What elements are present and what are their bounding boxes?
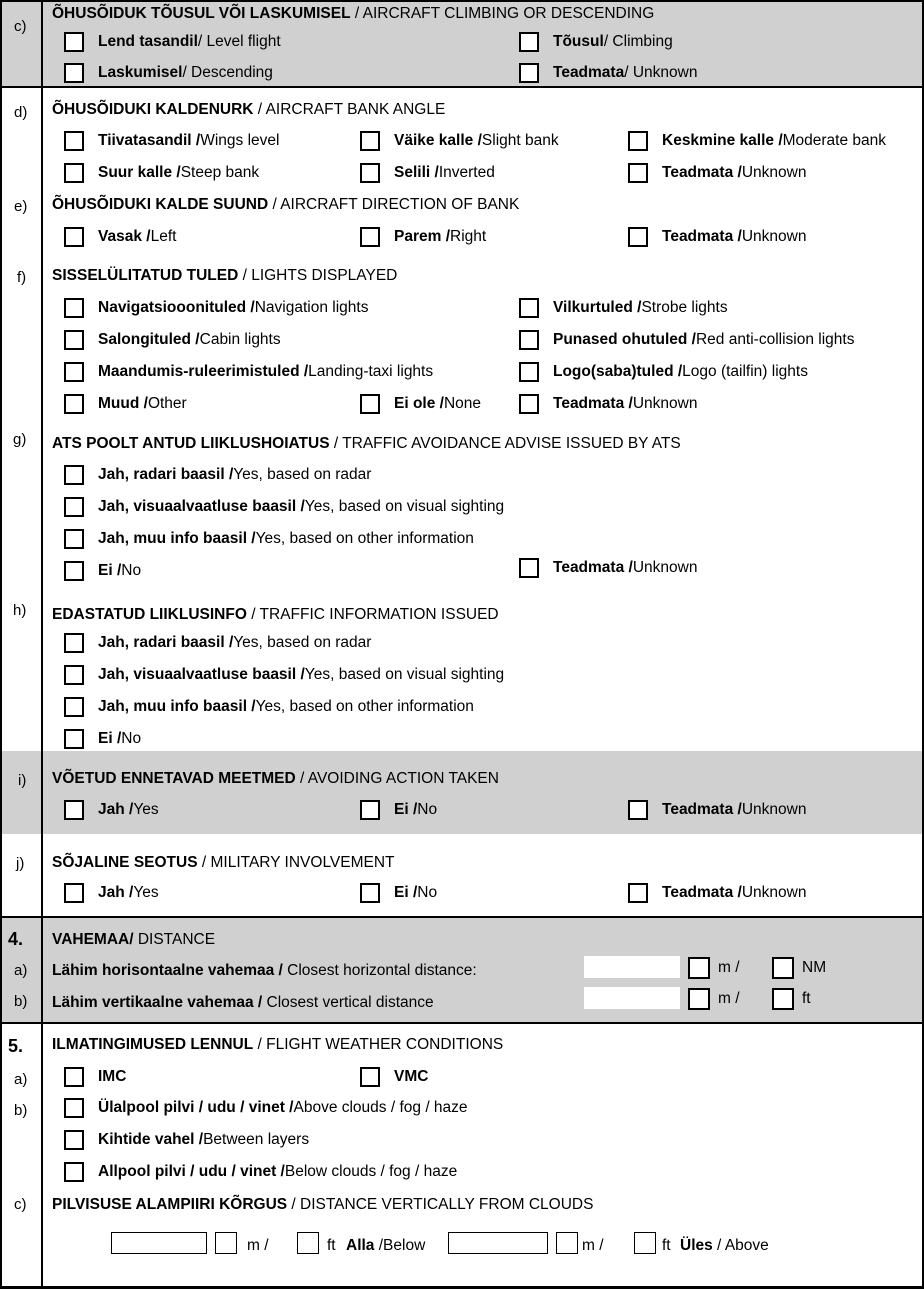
option-imc[interactable]: IMC [64,1065,126,1089]
section-letter: a) [14,1071,28,1088]
option-strobe-lights[interactable]: Vilkurtuled / Strobe lights [519,296,728,320]
option-climbing[interactable]: Tõusul / Climbing [519,30,673,54]
checkbox[interactable] [519,298,539,318]
section-number: 5. [8,1036,24,1056]
checkbox[interactable] [360,131,380,151]
below-distance-input[interactable] [111,1232,207,1254]
option-unknown[interactable]: Teadmata / Unknown [519,556,697,580]
checkbox[interactable] [519,558,539,578]
option-left[interactable]: Vasak / Left [64,225,176,249]
checkbox[interactable] [64,883,84,903]
option-yes-radar[interactable]: Jah, radari baasil / Yes, based on radar [64,463,371,487]
section-letter: h) [13,602,27,619]
option-yes[interactable]: Jah / Yes [64,881,159,905]
divider-line [0,0,924,2]
option-above-clouds[interactable]: Ülalpool pilvi / udu / vinet / Above clouds / fog / haze [64,1096,468,1120]
option-descending[interactable]: Laskumisel / Descending [64,61,273,85]
unit-m-vertical[interactable]: m / [688,987,740,1011]
checkbox[interactable] [64,1098,84,1118]
section-letter: g) [13,431,27,448]
unit-nm-horizontal[interactable]: NM [772,956,826,980]
checkbox[interactable] [772,957,794,979]
section-5-title: ILMATINGIMUSED LENNUL / FLIGHT WEATHER CONDITIONS [52,1036,504,1053]
checkbox[interactable] [519,32,539,52]
section-letter: c) [14,18,27,35]
checkbox[interactable] [64,362,84,382]
checkbox[interactable] [64,529,84,549]
section-c-title: ÕHUSÕIDUK TÕUSUL VÕI LASKUMISEL / AIRCRAFT CLIMBING OR DESCENDING [52,5,655,22]
unit-m-above-checkbox[interactable] [556,1232,578,1254]
checkbox[interactable] [64,1130,84,1150]
option-unknown[interactable]: Teadmata / Unknown [628,798,806,822]
option-unknown[interactable]: Teadmata / Unknown [628,225,806,249]
section-letter: e) [14,198,28,215]
section-5c-title: PILVISUSE ALAMPIIRI KÕRGUS / DISTANCE VERTICALLY FROM CLOUDS [52,1196,594,1213]
unit-m-below-checkbox[interactable] [215,1232,237,1254]
section-e-title: ÕHUSÕIDUKI KALDE SUUND / AIRCRAFT DIRECTION OF BANK [52,196,520,213]
option-navigation-lights[interactable]: Navigatsiooonituled / Navigation lights [64,296,368,320]
divider-line [0,1022,924,1024]
section-letter: i) [18,772,27,789]
option-between-layers[interactable]: Kihtide vahel / Between layers [64,1128,309,1152]
unit-m-label: m / [247,1237,269,1254]
option-right[interactable]: Parem / Right [360,225,486,249]
option-below-clouds[interactable]: Allpool pilvi / udu / vinet / Below clouds / fog / haze [64,1160,457,1184]
section-letter: j) [16,855,25,872]
section-letter: f) [17,269,27,286]
checkbox[interactable] [64,633,84,653]
checkbox[interactable] [64,1162,84,1182]
checkbox[interactable] [360,394,380,414]
checkbox[interactable] [519,394,539,414]
divider-line [0,916,924,918]
option-wings-level[interactable]: Tiivatasandil / Wings level [64,129,279,153]
checkbox[interactable] [64,697,84,717]
checkbox[interactable] [688,957,710,979]
checkbox[interactable] [360,163,380,183]
checkbox[interactable] [64,665,84,685]
checkbox[interactable] [64,63,84,83]
option-inverted[interactable]: Selili / Inverted [360,161,495,185]
option-landing-taxi-lights[interactable]: Maandumis-ruleerimistuled / Landing-taxi lights [64,360,433,384]
option-slight-bank[interactable]: Väike kalle / Slight bank [360,129,559,153]
horizontal-distance-input[interactable] [584,956,680,978]
unit-ft-above-checkbox[interactable] [634,1232,656,1254]
option-vmc[interactable]: VMC [360,1065,428,1089]
option-yes-radar[interactable]: Jah, radari baasil / Yes, based on radar [64,631,371,655]
unit-m-label: m / [582,1237,604,1254]
option-unknown[interactable]: Teadmata / Unknown [519,61,697,85]
divider-line [0,86,924,88]
option-level-flight[interactable]: Lend tasandil / Level flight [64,30,281,54]
option-none[interactable]: Ei ole / None [360,392,481,416]
section-number: 4. [8,929,24,949]
vertical-distance-input[interactable] [584,987,680,1009]
checkbox[interactable] [64,330,84,350]
checkbox[interactable] [64,1067,84,1087]
unit-ft-label: ft [327,1237,336,1254]
option-moderate-bank[interactable]: Keskmine kalle / Moderate bank [628,129,886,153]
unit-ft-below-checkbox[interactable] [297,1232,319,1254]
checkbox[interactable] [628,227,648,247]
option-unknown[interactable]: Teadmata / Unknown [519,392,697,416]
option-steep-bank[interactable]: Suur kalle / Steep bank [64,161,259,185]
checkbox[interactable] [628,800,648,820]
vertical-distance-label: Lähim vertikaalne vahemaa / Closest vertical distance [52,994,434,1011]
option-cabin-lights[interactable]: Salongituled / Cabin lights [64,328,281,352]
checkbox[interactable] [64,561,84,581]
section-4-title: VAHEMAA/ DISTANCE [52,931,216,948]
option-no[interactable]: Ei / No [360,798,437,822]
option-other[interactable]: Muud / Other [64,392,187,416]
unit-ft-vertical[interactable]: ft [772,987,811,1011]
option-no[interactable]: Ei / No [64,727,141,751]
checkbox[interactable] [64,131,84,151]
section-letter: b) [14,993,28,1010]
option-yes-other-info[interactable]: Jah, muu info baasil / Yes, based on other information [64,527,474,551]
option-no[interactable]: Ei / No [360,881,437,905]
checkbox[interactable] [64,729,84,749]
checkbox[interactable] [64,465,84,485]
option-no[interactable]: Ei / No [64,559,141,583]
section-g-title: ATS POOLT ANTUD LIIKLUSHOIATUS / TRAFFIC AVOIDANCE ADVISE ISSUED BY ATS [52,435,681,452]
checkbox[interactable] [772,988,794,1010]
checkbox[interactable] [628,163,648,183]
section-j-title: SÕJALINE SEOTUS / MILITARY INVOLVEMENT [52,854,395,871]
section-letter: a) [14,962,28,979]
section-f-title: SISSELÜLITATUD TULED / LIGHTS DISPLAYED [52,267,398,284]
checkbox[interactable] [64,298,84,318]
section-d-title: ÕHUSÕIDUKI KALDENURK / AIRCRAFT BANK ANGLE [52,101,446,118]
checkbox[interactable] [688,988,710,1010]
checkbox[interactable] [628,883,648,903]
section-letter: d) [14,104,28,121]
checkbox[interactable] [64,163,84,183]
checkbox[interactable] [360,883,380,903]
label-column-border [41,0,43,1289]
above-label: Üles / Above [680,1237,769,1254]
option-logo-lights[interactable]: Logo(saba)tuled / Logo (tailfin) lights [519,360,808,384]
checkbox[interactable] [360,800,380,820]
option-red-anti-collision-lights[interactable]: Punased ohutuled / Red anti-collision lights [519,328,854,352]
section-h-title: EDASTATUD LIIKLUSINFO / TRAFFIC INFORMATION ISSUED [52,606,499,623]
option-unknown[interactable]: Teadmata / Unknown [628,881,806,905]
option-yes[interactable]: Jah / Yes [64,798,159,822]
checkbox[interactable] [519,63,539,83]
unit-ft-label: ft [662,1237,671,1254]
section-letter: b) [14,1102,28,1119]
checkbox[interactable] [628,131,648,151]
checkbox[interactable] [64,497,84,517]
checkbox[interactable] [360,1067,380,1087]
horizontal-distance-label: Lähim horisontaalne vahemaa / Closest horizontal distance: [52,962,477,979]
above-distance-input[interactable] [448,1232,548,1254]
checkbox[interactable] [64,800,84,820]
checkbox[interactable] [519,330,539,350]
left-border [0,0,2,1289]
checkbox[interactable] [64,32,84,52]
checkbox[interactable] [519,362,539,382]
option-unknown[interactable]: Teadmata / Unknown [628,161,806,185]
option-yes-visual[interactable]: Jah, visuaalvaatluse baasil / Yes, based on visual sighting [64,495,504,519]
below-label: Alla /Below [346,1237,426,1254]
option-yes-other-info[interactable]: Jah, muu info baasil / Yes, based on other information [64,695,474,719]
section-i-title: VÕETUD ENNETAVAD MEETMED / AVOIDING ACTION TAKEN [52,770,499,787]
checkbox[interactable] [360,227,380,247]
option-yes-visual[interactable]: Jah, visuaalvaatluse baasil / Yes, based on visual sighting [64,663,504,687]
section-letter: c) [14,1196,27,1213]
checkbox[interactable] [64,394,84,414]
unit-m-horizontal[interactable]: m / [688,956,740,980]
checkbox[interactable] [64,227,84,247]
